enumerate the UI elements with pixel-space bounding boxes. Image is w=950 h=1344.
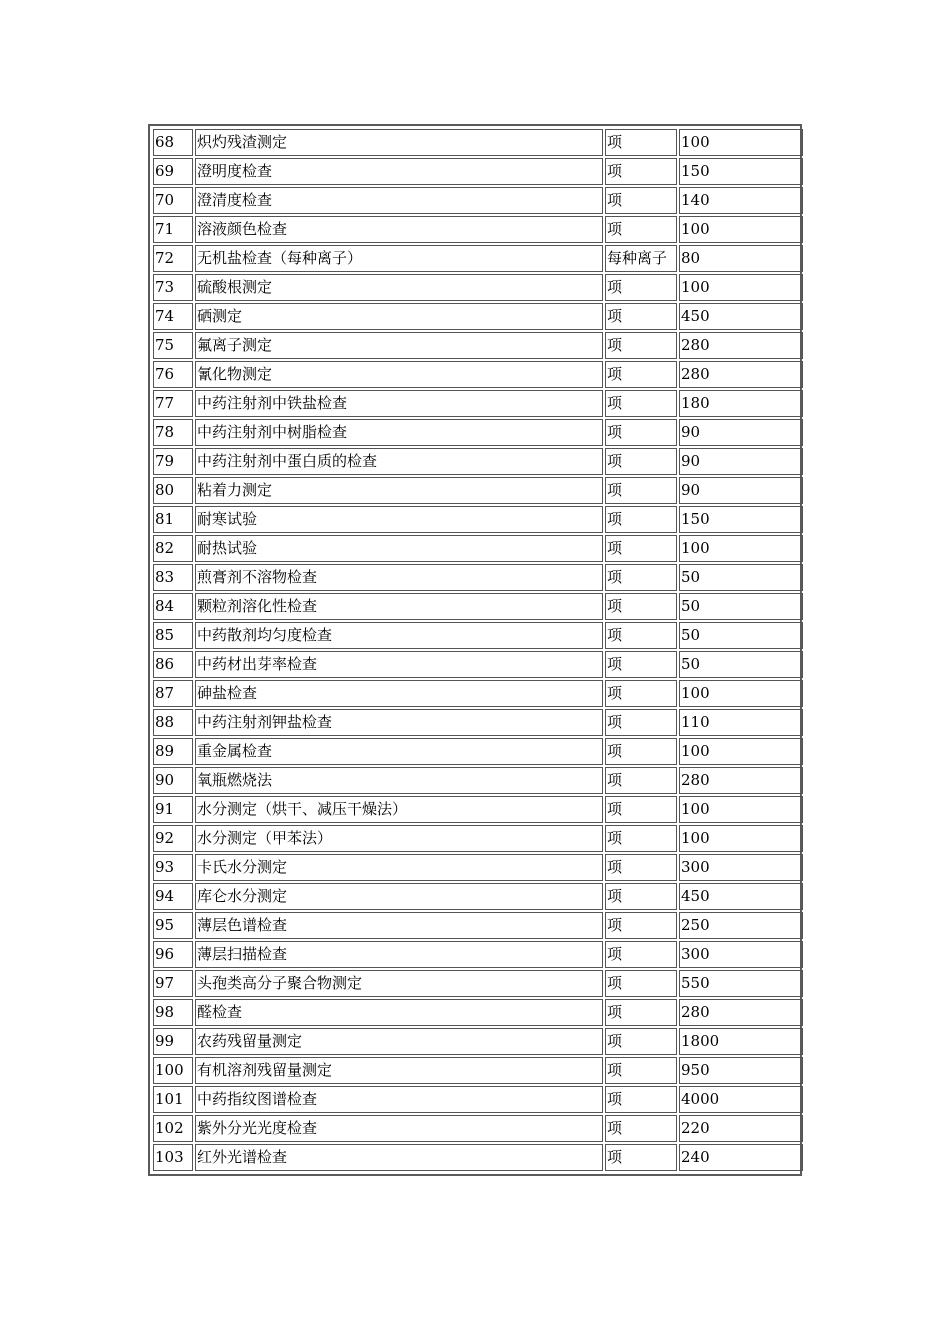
- item-number-cell: 68: [153, 129, 193, 156]
- item-price-cell: 80: [679, 245, 803, 272]
- item-unit-cell: 项: [605, 738, 677, 765]
- item-unit-cell: 项: [605, 564, 677, 591]
- item-name-cell: 溶液颜色检查: [195, 216, 603, 243]
- table-row: [153, 912, 803, 939]
- item-unit-cell: 项: [605, 216, 677, 243]
- item-name-cell: 重金属检查: [195, 738, 603, 765]
- item-name-cell: 澄清度检查: [195, 187, 603, 214]
- item-number-cell: 89: [153, 738, 193, 765]
- item-price-cell: 50: [679, 651, 803, 678]
- item-price-cell: 550: [679, 970, 803, 997]
- item-number-cell: 71: [153, 216, 193, 243]
- table-row: [153, 303, 803, 330]
- item-number-cell: 97: [153, 970, 193, 997]
- item-unit-cell: 项: [605, 1057, 677, 1084]
- item-price-cell: 4000: [679, 1086, 803, 1113]
- item-price-cell: 100: [679, 796, 803, 823]
- item-unit-cell: 项: [605, 999, 677, 1026]
- table-row: [153, 1115, 803, 1142]
- item-name-cell: 氧瓶燃烧法: [195, 767, 603, 794]
- item-number-cell: 100: [153, 1057, 193, 1084]
- item-name-cell: 耐热试验: [195, 535, 603, 562]
- item-number-cell: 69: [153, 158, 193, 185]
- item-unit-cell: 项: [605, 651, 677, 678]
- item-unit-cell: 每种离子: [605, 245, 677, 272]
- item-unit-cell: 项: [605, 796, 677, 823]
- table-row: [153, 361, 803, 388]
- item-number-cell: 99: [153, 1028, 193, 1055]
- item-number-cell: 103: [153, 1144, 193, 1171]
- item-price-cell: 100: [679, 274, 803, 301]
- item-price-cell: 50: [679, 622, 803, 649]
- table-row: [153, 738, 803, 765]
- table-row: [153, 854, 803, 881]
- item-unit-cell: 项: [605, 419, 677, 446]
- item-number-cell: 80: [153, 477, 193, 504]
- item-price-cell: 450: [679, 303, 803, 330]
- item-unit-cell: 项: [605, 535, 677, 562]
- item-name-cell: 库仑水分测定: [195, 883, 603, 910]
- item-price-cell: 280: [679, 332, 803, 359]
- item-unit-cell: 项: [605, 158, 677, 185]
- item-price-cell: 90: [679, 477, 803, 504]
- item-price-cell: 110: [679, 709, 803, 736]
- item-number-cell: 95: [153, 912, 193, 939]
- item-name-cell: 中药注射剂钾盐检查: [195, 709, 603, 736]
- table-row: [153, 709, 803, 736]
- item-name-cell: 醛检查: [195, 999, 603, 1026]
- item-name-cell: 中药材出芽率检查: [195, 651, 603, 678]
- item-unit-cell: 项: [605, 1028, 677, 1055]
- item-name-cell: 卡氏水分测定: [195, 854, 603, 881]
- item-name-cell: 硒测定: [195, 303, 603, 330]
- table-row: [153, 767, 803, 794]
- table-row: [153, 825, 803, 852]
- item-unit-cell: 项: [605, 1144, 677, 1171]
- table-row: [153, 622, 803, 649]
- item-number-cell: 84: [153, 593, 193, 620]
- item-name-cell: 紫外分光光度检查: [195, 1115, 603, 1142]
- table-row: [153, 680, 803, 707]
- item-name-cell: 氰化物测定: [195, 361, 603, 388]
- item-name-cell: 耐寒试验: [195, 506, 603, 533]
- item-price-cell: 280: [679, 361, 803, 388]
- item-unit-cell: 项: [605, 912, 677, 939]
- item-unit-cell: 项: [605, 187, 677, 214]
- item-number-cell: 77: [153, 390, 193, 417]
- item-price-cell: 100: [679, 825, 803, 852]
- item-price-cell: 240: [679, 1144, 803, 1171]
- item-name-cell: 头孢类高分子聚合物测定: [195, 970, 603, 997]
- item-name-cell: 中药注射剂中蛋白质的检查: [195, 448, 603, 475]
- item-unit-cell: 项: [605, 709, 677, 736]
- table-row: [153, 564, 803, 591]
- item-number-cell: 98: [153, 999, 193, 1026]
- table-row: [153, 883, 803, 910]
- table-row: [153, 941, 803, 968]
- item-unit-cell: 项: [605, 883, 677, 910]
- item-number-cell: 83: [153, 564, 193, 591]
- item-number-cell: 96: [153, 941, 193, 968]
- item-name-cell: 硫酸根测定: [195, 274, 603, 301]
- item-unit-cell: 项: [605, 390, 677, 417]
- item-price-cell: 220: [679, 1115, 803, 1142]
- item-name-cell: 中药注射剂中铁盐检查: [195, 390, 603, 417]
- item-number-cell: 88: [153, 709, 193, 736]
- item-number-cell: 73: [153, 274, 193, 301]
- item-name-cell: 澄明度检查: [195, 158, 603, 185]
- item-number-cell: 82: [153, 535, 193, 562]
- item-unit-cell: 项: [605, 767, 677, 794]
- item-price-cell: 300: [679, 854, 803, 881]
- item-number-cell: 85: [153, 622, 193, 649]
- item-name-cell: 中药注射剂中树脂检查: [195, 419, 603, 446]
- item-unit-cell: 项: [605, 477, 677, 504]
- item-unit-cell: 项: [605, 506, 677, 533]
- item-name-cell: 水分测定（甲苯法）: [195, 825, 603, 852]
- item-number-cell: 91: [153, 796, 193, 823]
- item-price-cell: 50: [679, 564, 803, 591]
- item-price-cell: 50: [679, 593, 803, 620]
- item-price-cell: 950: [679, 1057, 803, 1084]
- item-price-cell: 280: [679, 767, 803, 794]
- item-name-cell: 农药残留量测定: [195, 1028, 603, 1055]
- table-row: [153, 448, 803, 475]
- item-price-cell: 1800: [679, 1028, 803, 1055]
- fee-table-body: [153, 129, 803, 1171]
- item-number-cell: 102: [153, 1115, 193, 1142]
- item-price-cell: 90: [679, 448, 803, 475]
- table-row: [153, 274, 803, 301]
- item-number-cell: 70: [153, 187, 193, 214]
- item-number-cell: 78: [153, 419, 193, 446]
- table-row: [153, 1057, 803, 1084]
- table-row: [153, 535, 803, 562]
- item-number-cell: 94: [153, 883, 193, 910]
- item-price-cell: 250: [679, 912, 803, 939]
- item-unit-cell: 项: [605, 448, 677, 475]
- item-name-cell: 红外光谱检查: [195, 1144, 603, 1171]
- table-row: [153, 970, 803, 997]
- fee-table-frame: [148, 124, 802, 1176]
- table-row: [153, 419, 803, 446]
- table-row: [153, 390, 803, 417]
- item-price-cell: 300: [679, 941, 803, 968]
- item-unit-cell: 项: [605, 854, 677, 881]
- table-row: [153, 593, 803, 620]
- item-price-cell: 100: [679, 216, 803, 243]
- item-price-cell: 180: [679, 390, 803, 417]
- item-unit-cell: 项: [605, 593, 677, 620]
- item-unit-cell: 项: [605, 1086, 677, 1113]
- table-row: [153, 999, 803, 1026]
- item-price-cell: 450: [679, 883, 803, 910]
- item-number-cell: 87: [153, 680, 193, 707]
- item-unit-cell: 项: [605, 970, 677, 997]
- item-name-cell: 薄层扫描检查: [195, 941, 603, 968]
- table-row: [153, 651, 803, 678]
- item-name-cell: 中药指纹图谱检查: [195, 1086, 603, 1113]
- item-price-cell: 140: [679, 187, 803, 214]
- item-name-cell: 煎膏剂不溶物检查: [195, 564, 603, 591]
- item-price-cell: 100: [679, 738, 803, 765]
- table-row: [153, 187, 803, 214]
- item-unit-cell: 项: [605, 274, 677, 301]
- item-price-cell: 150: [679, 158, 803, 185]
- item-price-cell: 100: [679, 129, 803, 156]
- item-price-cell: 100: [679, 535, 803, 562]
- table-row: [153, 477, 803, 504]
- item-unit-cell: 项: [605, 941, 677, 968]
- item-unit-cell: 项: [605, 303, 677, 330]
- item-name-cell: 水分测定（烘干、减压干燥法）: [195, 796, 603, 823]
- table-row: [153, 796, 803, 823]
- table-row: [153, 1086, 803, 1113]
- fee-table: [151, 127, 805, 1173]
- table-row: [153, 1028, 803, 1055]
- item-name-cell: 氟离子测定: [195, 332, 603, 359]
- table-row: [153, 129, 803, 156]
- item-price-cell: 90: [679, 419, 803, 446]
- item-number-cell: 75: [153, 332, 193, 359]
- item-name-cell: 无机盐检查（每种离子）: [195, 245, 603, 272]
- item-price-cell: 150: [679, 506, 803, 533]
- item-name-cell: 颗粒剂溶化性检查: [195, 593, 603, 620]
- item-price-cell: 100: [679, 680, 803, 707]
- item-unit-cell: 项: [605, 622, 677, 649]
- item-number-cell: 76: [153, 361, 193, 388]
- item-number-cell: 90: [153, 767, 193, 794]
- item-name-cell: 炽灼残渣测定: [195, 129, 603, 156]
- item-unit-cell: 项: [605, 129, 677, 156]
- item-number-cell: 72: [153, 245, 193, 272]
- item-name-cell: 中药散剂均匀度检查: [195, 622, 603, 649]
- item-number-cell: 81: [153, 506, 193, 533]
- item-name-cell: 砷盐检查: [195, 680, 603, 707]
- item-price-cell: 280: [679, 999, 803, 1026]
- item-unit-cell: 项: [605, 825, 677, 852]
- table-row: [153, 216, 803, 243]
- table-row: [153, 332, 803, 359]
- table-row: [153, 1144, 803, 1171]
- item-number-cell: 101: [153, 1086, 193, 1113]
- item-number-cell: 74: [153, 303, 193, 330]
- item-unit-cell: 项: [605, 361, 677, 388]
- table-row: [153, 245, 803, 272]
- table-row: [153, 158, 803, 185]
- item-name-cell: 薄层色谱检查: [195, 912, 603, 939]
- item-unit-cell: 项: [605, 332, 677, 359]
- item-name-cell: 粘着力测定: [195, 477, 603, 504]
- item-unit-cell: 项: [605, 680, 677, 707]
- item-number-cell: 79: [153, 448, 193, 475]
- item-name-cell: 有机溶剂残留量测定: [195, 1057, 603, 1084]
- item-number-cell: 86: [153, 651, 193, 678]
- item-number-cell: 93: [153, 854, 193, 881]
- item-unit-cell: 项: [605, 1115, 677, 1142]
- item-number-cell: 92: [153, 825, 193, 852]
- table-row: [153, 506, 803, 533]
